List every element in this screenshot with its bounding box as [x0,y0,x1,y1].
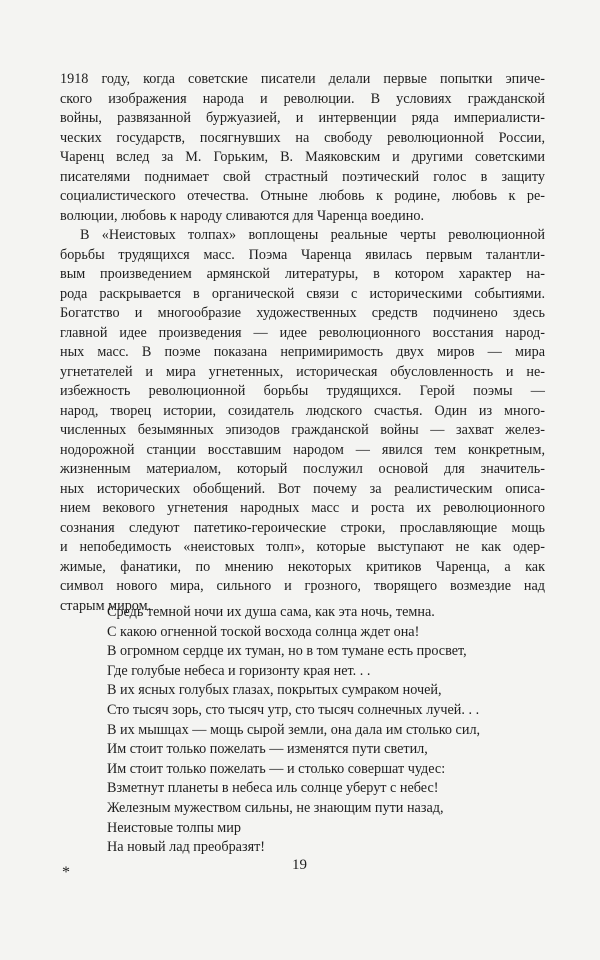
verse-line: На новый лад преобразят! [107,839,266,856]
verse-line: Железным мужеством сильны, не знающим пути назад, [107,799,444,816]
text-line: ского изображения народа и революции. В условиях гражданской [60,90,545,107]
text-line: ческих государств, посягнувших на свободу революционной России, [60,129,545,146]
page-number: 19 [292,857,307,873]
text-line: ных масс. В поэме показана непримиримость двух миров — мира [60,344,545,360]
verse-line: В их ясных голубых глазах, покрытых сумраком ночей, [107,682,442,699]
text-line: жимые, фанатики, по мнению некоторых критиков Чаренца, а как [60,558,545,575]
verse-line: Им стоит только пожелать — и столько совершат чудес: [107,760,446,777]
text-line: сознания следуют патетико-героические строки, прославляющие мощь [60,519,545,536]
text-line: старым миром. [60,597,152,614]
verse-line: Где голубые небеса и горизонту края нет. . . [107,662,371,679]
verse-line: Неистовые толпы мир [107,819,241,836]
verse-line: Взметнут планеты в небеса иль солнце уберут с небес! [107,780,439,797]
text-line: избежность революционной борьбы трудящихся. Герой поэмы — [60,383,545,399]
text-line: символ нового мира, сильного и грозного, творящего возмездие над [60,578,545,594]
text-line: нием векового угнетения народных масс и роста их революционного [60,500,545,516]
text-line: жизненным материалом, который послужил основой для значитель- [60,461,545,477]
text-line: численных безымянных эпизодов гражданской войны — захват желез- [60,422,545,438]
text-line: Чаренц вслед за М. Горьким, В. Маяковским и другими советскими [60,149,545,165]
text-line: рода раскрывается в органической связи с историческими событиями. [60,285,545,302]
text-line: и непобедимость «неистовых толп», которые выступают не как одер- [60,539,545,555]
text-line: народ, творец истории, созидатель людского счастья. Один из много- [60,402,545,419]
text-line: писателями поднимает свой страстный поэтический голос в защиту [60,168,545,185]
verse-line: Им стоит только пожелать — изменятся пути светил, [107,741,428,758]
text-line: вым произведением армянской литературы, в котором характер на- [60,266,545,282]
text-line: волюции, любовь к народу сливаются для Чаренца воедино. [60,207,424,224]
text-line: борьбы трудящихся масс. Поэма Чаренца явилась первым талантли- [60,246,545,263]
text-line: 1918 году, когда советские писатели делали первые попытки эпиче- [60,71,545,87]
footer-asterisk: * [62,864,70,881]
verse-quote [107,603,537,858]
text-line: угнетателей и мира угнетенных, историческая обусловленность и не- [60,363,545,380]
text-line: В «Неистовых толпах» воплощены реальные черты революционной [80,227,545,243]
verse-line: В их мышцах — мощь сырой земли, она дала им столько сил, [107,721,481,738]
verse-line: Сто тысяч зорь, сто тысяч утр, сто тысяч солнечных лучей. . . [107,701,480,718]
text-line: войны, развязанной буржуазией, и интервенции ряда империалисти- [60,110,545,126]
text-line: Богатство и многообразие художественных средств подчинено здесь [60,305,545,321]
paragraph-1 [60,70,545,226]
verse-line: В огромном сердце их туман, но в том тумане есть просвет, [107,643,467,660]
text-line: нодорожной станции восставшим народом — явился тем конкретным, [60,441,545,458]
prose-block [60,70,545,616]
verse-line: С какою огненной тоской восхода солнца ждет она! [107,623,420,640]
text-line: главной идее произведения — идее революционного восстания народ- [60,324,545,341]
paragraph-2 [60,226,545,616]
text-line: ных исторических обобщений. Вот почему за реалистическим описа- [60,480,545,497]
text-line: социалистического отечества. Отныне любовь к родине, любовь к ре- [60,188,545,204]
verse-line: Средь темной ночи их душа сама, как эта ночь, темна. [107,604,435,620]
